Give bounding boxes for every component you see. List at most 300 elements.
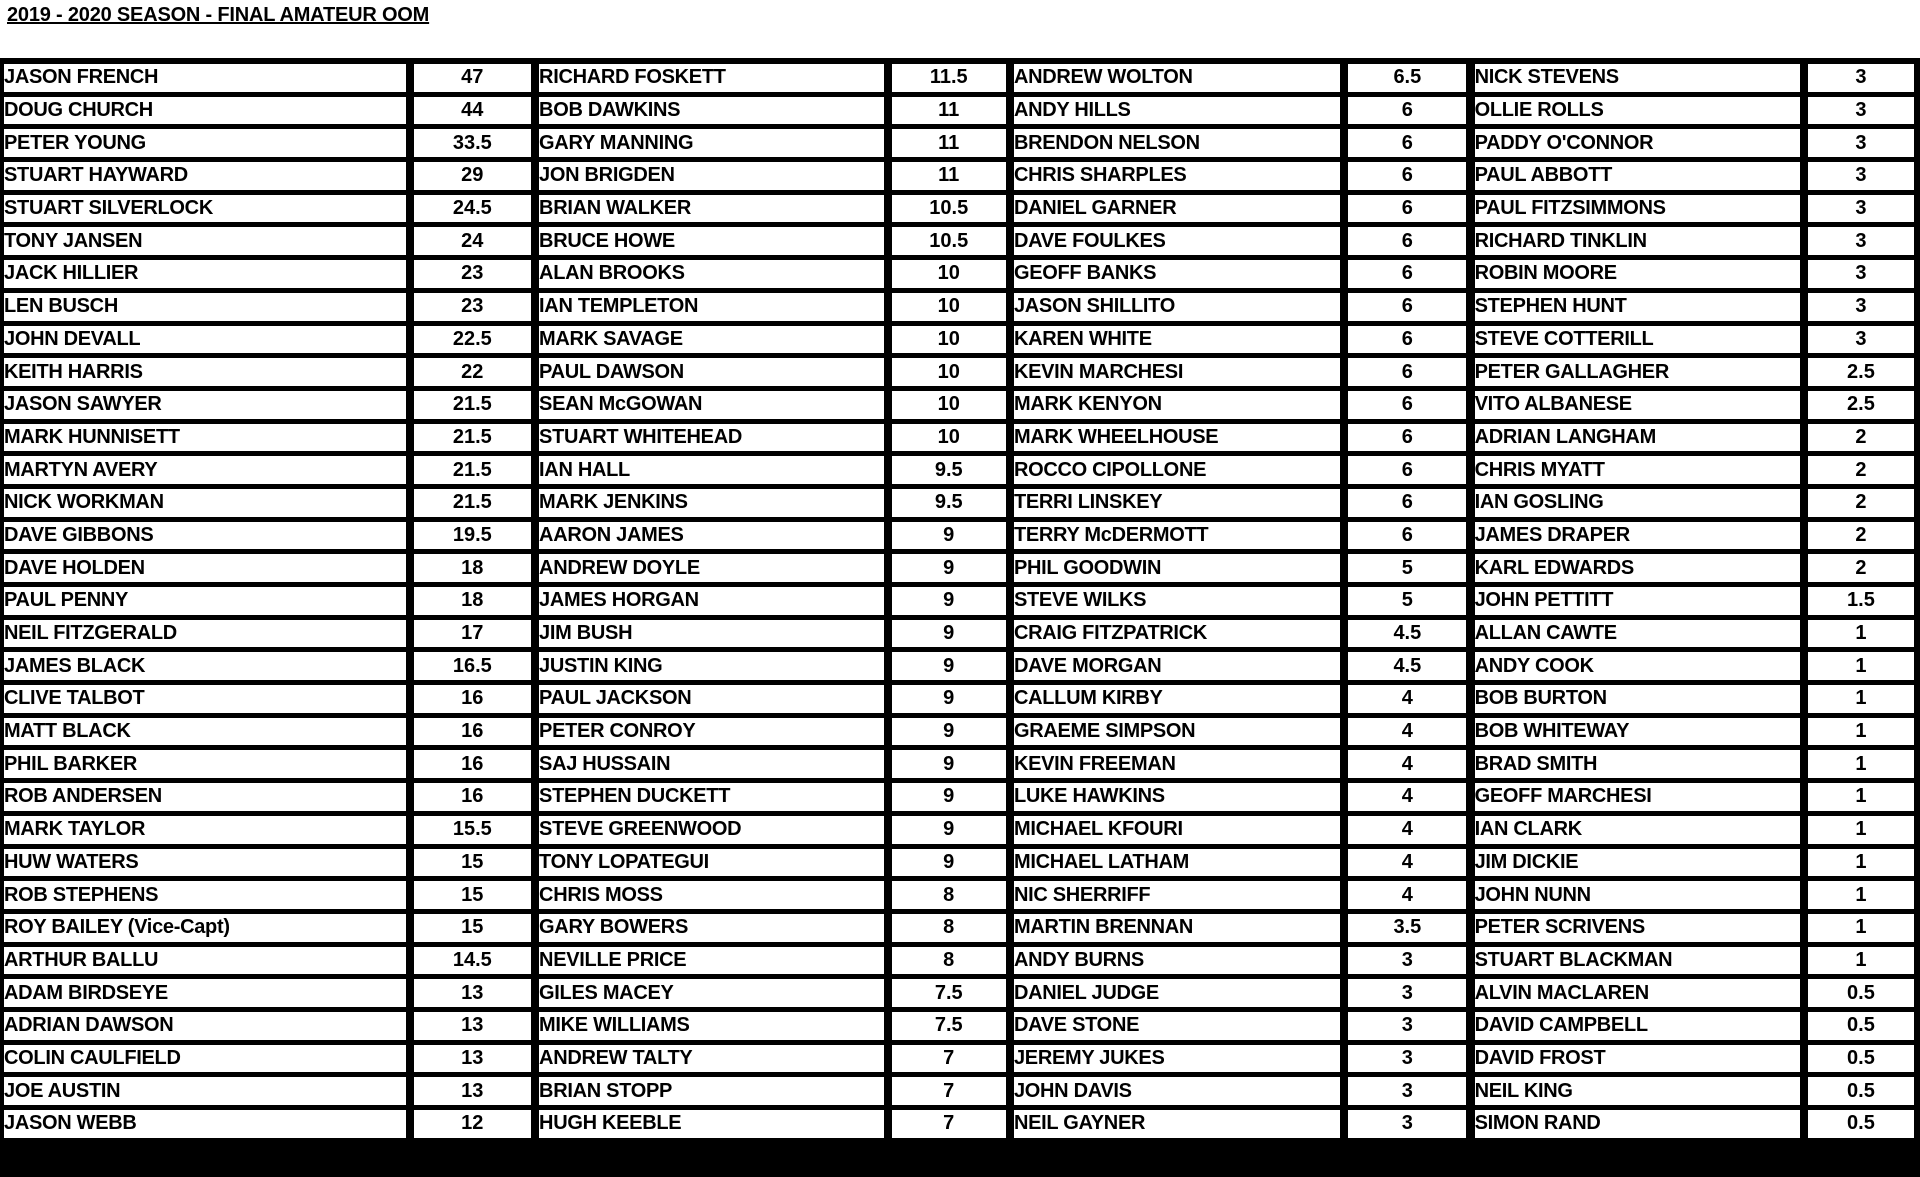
points-cell: 1 [1808, 652, 1914, 685]
column-divider [1800, 1110, 1808, 1143]
points-cell: 9 [892, 685, 1006, 718]
points-cell: 6 [1348, 456, 1466, 489]
player-name-cell: BOB WHITEWAY [1475, 718, 1800, 751]
player-name-cell: IAN TEMPLETON [539, 293, 883, 326]
player-name-cell: JOHN PETTITT [1475, 587, 1800, 620]
column-divider [406, 358, 414, 391]
column-divider [1340, 129, 1348, 162]
group-divider [1006, 1110, 1014, 1143]
table-row [4, 554, 1914, 587]
points-cell: 9 [892, 750, 1006, 783]
column-divider [884, 816, 892, 849]
column-divider [406, 424, 414, 457]
player-name-cell: ALVIN MACLAREN [1475, 979, 1800, 1012]
points-cell: 11 [892, 129, 1006, 162]
column-divider [406, 1045, 414, 1078]
table-row [4, 326, 1914, 359]
points-cell: 0.5 [1808, 979, 1914, 1012]
player-name-cell: MARTIN BRENNAN [1014, 914, 1340, 947]
player-name-cell: VITO ALBANESE [1475, 391, 1800, 424]
group-divider [1466, 1077, 1474, 1110]
column-divider [1340, 391, 1348, 424]
player-name-cell: JASON SAWYER [4, 391, 406, 424]
group-divider [531, 914, 539, 947]
points-cell: 4 [1348, 750, 1466, 783]
player-name-cell: JOHN NUNN [1475, 881, 1800, 914]
column-divider [884, 685, 892, 718]
points-cell: 8 [892, 881, 1006, 914]
points-cell: 4 [1348, 685, 1466, 718]
column-divider [1800, 554, 1808, 587]
group-divider [531, 620, 539, 653]
column-divider [1800, 162, 1808, 195]
player-name-cell: JACK HILLIER [4, 260, 406, 293]
column-divider [1340, 260, 1348, 293]
player-name-cell: PETER YOUNG [4, 129, 406, 162]
points-cell: 14.5 [414, 947, 531, 980]
player-name-cell: MARK HUNNISETT [4, 424, 406, 457]
points-cell: 13 [414, 1012, 531, 1045]
points-cell: 9.5 [892, 489, 1006, 522]
column-divider [884, 979, 892, 1012]
points-cell: 0.5 [1808, 1077, 1914, 1110]
group-divider [1006, 358, 1014, 391]
column-divider [1800, 64, 1808, 97]
group-divider [531, 1012, 539, 1045]
points-cell: 3 [1808, 129, 1914, 162]
points-cell: 10 [892, 293, 1006, 326]
points-cell: 8 [892, 914, 1006, 947]
player-name-cell: JIM BUSH [539, 620, 883, 653]
column-divider [406, 816, 414, 849]
group-divider [1466, 750, 1474, 783]
column-divider [1340, 227, 1348, 260]
column-divider [406, 620, 414, 653]
group-divider [531, 718, 539, 751]
player-name-cell: IAN HALL [539, 456, 883, 489]
points-cell: 1 [1808, 849, 1914, 882]
player-name-cell: PHIL BARKER [4, 750, 406, 783]
player-name-cell: STEVE GREENWOOD [539, 816, 883, 849]
group-divider [1006, 522, 1014, 555]
points-cell: 6 [1348, 522, 1466, 555]
points-cell: 6 [1348, 326, 1466, 359]
group-divider [531, 195, 539, 228]
player-name-cell: NEIL KING [1475, 1077, 1800, 1110]
column-divider [884, 162, 892, 195]
points-cell: 7 [892, 1077, 1006, 1110]
group-divider [531, 260, 539, 293]
player-name-cell: NICK WORKMAN [4, 489, 406, 522]
group-divider [1006, 129, 1014, 162]
player-name-cell: MARK KENYON [1014, 391, 1340, 424]
player-name-cell: KAREN WHITE [1014, 326, 1340, 359]
group-divider [1006, 64, 1014, 97]
column-divider [884, 1110, 892, 1143]
column-divider [884, 1012, 892, 1045]
column-divider [884, 914, 892, 947]
group-divider [531, 358, 539, 391]
player-name-cell: BRUCE HOWE [539, 227, 883, 260]
points-cell: 33.5 [414, 129, 531, 162]
player-name-cell: BRIAN WALKER [539, 195, 883, 228]
points-cell: 3 [1808, 293, 1914, 326]
player-name-cell: NEIL GAYNER [1014, 1110, 1340, 1143]
points-cell: 3 [1348, 979, 1466, 1012]
column-divider [406, 718, 414, 751]
player-name-cell: KEVIN MARCHESI [1014, 358, 1340, 391]
table-row [4, 652, 1914, 685]
group-divider [1466, 326, 1474, 359]
group-divider [531, 162, 539, 195]
column-divider [406, 489, 414, 522]
table-row [4, 1045, 1914, 1078]
column-divider [1340, 195, 1348, 228]
points-cell: 29 [414, 162, 531, 195]
points-cell: 18 [414, 587, 531, 620]
points-cell: 4.5 [1348, 620, 1466, 653]
column-divider [1800, 979, 1808, 1012]
group-divider [531, 1110, 539, 1143]
column-divider [1340, 816, 1348, 849]
points-cell: 11 [892, 97, 1006, 130]
points-cell: 1 [1808, 783, 1914, 816]
points-cell: 2 [1808, 424, 1914, 457]
group-divider [531, 685, 539, 718]
group-divider [1006, 881, 1014, 914]
player-name-cell: COLIN CAULFIELD [4, 1045, 406, 1078]
column-divider [1800, 587, 1808, 620]
group-divider [1466, 587, 1474, 620]
column-divider [406, 129, 414, 162]
column-divider [884, 783, 892, 816]
points-cell: 9 [892, 620, 1006, 653]
player-name-cell: PAUL FITZSIMMONS [1475, 195, 1800, 228]
points-cell: 24.5 [414, 195, 531, 228]
player-name-cell: DAVE MORGAN [1014, 652, 1340, 685]
player-name-cell: JOHN DEVALL [4, 326, 406, 359]
player-name-cell: MICHAEL KFOURI [1014, 816, 1340, 849]
column-divider [1800, 522, 1808, 555]
group-divider [531, 554, 539, 587]
points-cell: 1 [1808, 750, 1914, 783]
column-divider [1340, 97, 1348, 130]
column-divider [1800, 424, 1808, 457]
points-cell: 4.5 [1348, 652, 1466, 685]
points-cell: 7 [892, 1110, 1006, 1143]
column-divider [884, 424, 892, 457]
player-name-cell: LUKE HAWKINS [1014, 783, 1340, 816]
column-divider [1340, 358, 1348, 391]
points-cell: 21.5 [414, 391, 531, 424]
group-divider [1466, 1012, 1474, 1045]
points-cell: 2.5 [1808, 391, 1914, 424]
player-name-cell: ROBIN MOORE [1475, 260, 1800, 293]
player-name-cell: ARTHUR BALLU [4, 947, 406, 980]
column-divider [406, 326, 414, 359]
player-name-cell: PETER CONROY [539, 718, 883, 751]
group-divider [531, 750, 539, 783]
points-cell: 0.5 [1808, 1045, 1914, 1078]
group-divider [1006, 554, 1014, 587]
points-cell: 6 [1348, 227, 1466, 260]
points-cell: 9 [892, 522, 1006, 555]
group-divider [1006, 587, 1014, 620]
table-row [4, 129, 1914, 162]
table-row [4, 587, 1914, 620]
column-divider [1800, 849, 1808, 882]
points-cell: 22.5 [414, 326, 531, 359]
player-name-cell: MATT BLACK [4, 718, 406, 751]
player-name-cell: SEAN McGOWAN [539, 391, 883, 424]
player-name-cell: HUGH KEEBLE [539, 1110, 883, 1143]
column-divider [1340, 685, 1348, 718]
column-divider [884, 522, 892, 555]
group-divider [1466, 1045, 1474, 1078]
player-name-cell: JASON SHILLITO [1014, 293, 1340, 326]
player-name-cell: DAVE GIBBONS [4, 522, 406, 555]
table-row [4, 293, 1914, 326]
player-name-cell: BRENDON NELSON [1014, 129, 1340, 162]
column-divider [1340, 1077, 1348, 1110]
group-divider [531, 391, 539, 424]
column-divider [1800, 620, 1808, 653]
points-cell: 6 [1348, 260, 1466, 293]
points-cell: 3 [1808, 195, 1914, 228]
points-cell: 3 [1808, 326, 1914, 359]
player-name-cell: DANIEL GARNER [1014, 195, 1340, 228]
column-divider [1340, 881, 1348, 914]
points-cell: 15 [414, 881, 531, 914]
group-divider [1466, 489, 1474, 522]
group-divider [1466, 64, 1474, 97]
column-divider [406, 293, 414, 326]
group-divider [1006, 783, 1014, 816]
column-divider [406, 456, 414, 489]
points-cell: 6.5 [1348, 64, 1466, 97]
group-divider [1006, 979, 1014, 1012]
column-divider [1340, 652, 1348, 685]
group-divider [531, 1077, 539, 1110]
points-cell: 3 [1808, 162, 1914, 195]
points-cell: 6 [1348, 129, 1466, 162]
column-divider [1800, 97, 1808, 130]
player-name-cell: PAUL JACKSON [539, 685, 883, 718]
table-row [4, 522, 1914, 555]
player-name-cell: RICHARD TINKLIN [1475, 227, 1800, 260]
group-divider [1466, 685, 1474, 718]
column-divider [1800, 750, 1808, 783]
player-name-cell: JIM DICKIE [1475, 849, 1800, 882]
player-name-cell: NIC SHERRIFF [1014, 881, 1340, 914]
points-cell: 10 [892, 260, 1006, 293]
column-divider [1800, 685, 1808, 718]
group-divider [531, 227, 539, 260]
points-cell: 3.5 [1348, 914, 1466, 947]
points-cell: 4 [1348, 718, 1466, 751]
column-divider [1800, 947, 1808, 980]
points-cell: 9 [892, 816, 1006, 849]
points-cell: 7 [892, 1045, 1006, 1078]
points-cell: 9 [892, 587, 1006, 620]
group-divider [1466, 652, 1474, 685]
group-divider [1466, 947, 1474, 980]
table-row [4, 947, 1914, 980]
points-cell: 15 [414, 849, 531, 882]
group-divider [1006, 1012, 1014, 1045]
table-row [4, 881, 1914, 914]
player-name-cell: JAMES BLACK [4, 652, 406, 685]
points-cell: 1 [1808, 816, 1914, 849]
group-divider [1466, 129, 1474, 162]
player-name-cell: STUART WHITEHEAD [539, 424, 883, 457]
player-name-cell: JAMES HORGAN [539, 587, 883, 620]
group-divider [1006, 652, 1014, 685]
player-name-cell: JON BRIGDEN [539, 162, 883, 195]
column-divider [1340, 456, 1348, 489]
column-divider [406, 881, 414, 914]
player-name-cell: TONY LOPATEGUI [539, 849, 883, 882]
player-name-cell: ADAM BIRDSEYE [4, 979, 406, 1012]
group-divider [1466, 881, 1474, 914]
player-name-cell: ANDY BURNS [1014, 947, 1340, 980]
column-divider [884, 64, 892, 97]
player-name-cell: ROB ANDERSEN [4, 783, 406, 816]
column-divider [1340, 947, 1348, 980]
player-name-cell: STEVE WILKS [1014, 587, 1340, 620]
column-divider [884, 195, 892, 228]
player-name-cell: PETER GALLAGHER [1475, 358, 1800, 391]
column-divider [884, 718, 892, 751]
column-divider [884, 489, 892, 522]
group-divider [531, 129, 539, 162]
table-row [4, 260, 1914, 293]
column-divider [884, 358, 892, 391]
column-divider [1800, 260, 1808, 293]
column-divider [884, 554, 892, 587]
column-divider [406, 195, 414, 228]
points-cell: 3 [1808, 64, 1914, 97]
player-name-cell: SIMON RAND [1475, 1110, 1800, 1143]
player-name-cell: CALLUM KIRBY [1014, 685, 1340, 718]
group-divider [1466, 849, 1474, 882]
table-row [4, 424, 1914, 457]
points-cell: 16 [414, 783, 531, 816]
player-name-cell: STUART HAYWARD [4, 162, 406, 195]
column-divider [1800, 358, 1808, 391]
points-cell: 3 [1348, 1077, 1466, 1110]
group-divider [1466, 391, 1474, 424]
points-cell: 16.5 [414, 652, 531, 685]
player-name-cell: BOB DAWKINS [539, 97, 883, 130]
player-name-cell: MARK TAYLOR [4, 816, 406, 849]
points-cell: 3 [1348, 1045, 1466, 1078]
player-name-cell: ANDY HILLS [1014, 97, 1340, 130]
column-divider [1800, 1045, 1808, 1078]
player-name-cell: JASON WEBB [4, 1110, 406, 1143]
points-cell: 11 [892, 162, 1006, 195]
points-cell: 6 [1348, 162, 1466, 195]
column-divider [406, 914, 414, 947]
column-divider [406, 64, 414, 97]
points-cell: 10 [892, 326, 1006, 359]
player-name-cell: JASON FRENCH [4, 64, 406, 97]
player-name-cell: CHRIS MOSS [539, 881, 883, 914]
column-divider [406, 750, 414, 783]
group-divider [1006, 620, 1014, 653]
group-divider [1006, 195, 1014, 228]
group-divider [531, 97, 539, 130]
player-name-cell: ANDREW DOYLE [539, 554, 883, 587]
player-name-cell: DAVE STONE [1014, 1012, 1340, 1045]
table-row [4, 1012, 1914, 1045]
column-divider [1340, 1110, 1348, 1143]
column-divider [884, 1045, 892, 1078]
points-cell: 47 [414, 64, 531, 97]
group-divider [531, 979, 539, 1012]
points-cell: 12 [414, 1110, 531, 1143]
player-name-cell: ANDREW WOLTON [1014, 64, 1340, 97]
table-row [4, 358, 1914, 391]
player-name-cell: NEVILLE PRICE [539, 947, 883, 980]
player-name-cell: PADDY O'CONNOR [1475, 129, 1800, 162]
player-name-cell: MARK JENKINS [539, 489, 883, 522]
column-divider [1340, 849, 1348, 882]
points-cell: 1 [1808, 620, 1914, 653]
player-name-cell: PAUL PENNY [4, 587, 406, 620]
column-divider [1340, 162, 1348, 195]
column-divider [406, 652, 414, 685]
points-cell: 10 [892, 358, 1006, 391]
column-divider [1340, 522, 1348, 555]
player-name-cell: ADRIAN LANGHAM [1475, 424, 1800, 457]
column-divider [1800, 816, 1808, 849]
column-divider [1340, 293, 1348, 326]
column-divider [884, 652, 892, 685]
group-divider [531, 947, 539, 980]
player-name-cell: TERRY McDERMOTT [1014, 522, 1340, 555]
player-name-cell: KARL EDWARDS [1475, 554, 1800, 587]
points-cell: 2 [1808, 456, 1914, 489]
points-cell: 13 [414, 979, 531, 1012]
player-name-cell: KEVIN FREEMAN [1014, 750, 1340, 783]
table-row [4, 914, 1914, 947]
player-name-cell: ADRIAN DAWSON [4, 1012, 406, 1045]
group-divider [1466, 195, 1474, 228]
player-name-cell: BRIAN STOPP [539, 1077, 883, 1110]
table-row [4, 718, 1914, 751]
column-divider [406, 783, 414, 816]
player-name-cell: GARY BOWERS [539, 914, 883, 947]
column-divider [1340, 979, 1348, 1012]
points-cell: 2 [1808, 554, 1914, 587]
player-name-cell: PAUL DAWSON [539, 358, 883, 391]
points-cell: 10 [892, 424, 1006, 457]
player-name-cell: GEOFF MARCHESI [1475, 783, 1800, 816]
column-divider [406, 260, 414, 293]
points-cell: 16 [414, 685, 531, 718]
points-cell: 3 [1808, 227, 1914, 260]
player-name-cell: MICHAEL LATHAM [1014, 849, 1340, 882]
column-divider [1340, 1045, 1348, 1078]
player-name-cell: STEPHEN HUNT [1475, 293, 1800, 326]
player-name-cell: GILES MACEY [539, 979, 883, 1012]
table-row [4, 162, 1914, 195]
points-cell: 16 [414, 750, 531, 783]
column-divider [884, 326, 892, 359]
column-divider [884, 849, 892, 882]
points-cell: 1 [1808, 914, 1914, 947]
